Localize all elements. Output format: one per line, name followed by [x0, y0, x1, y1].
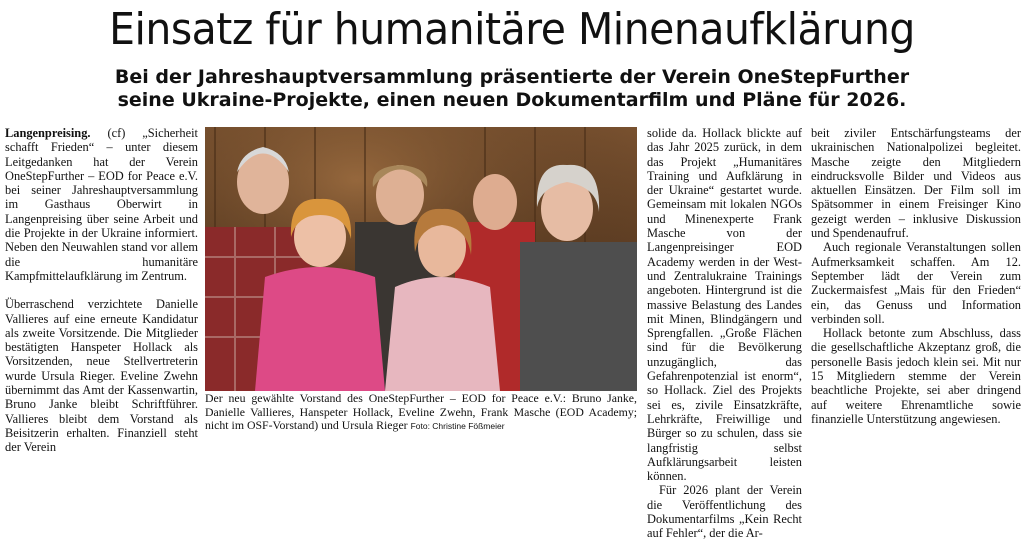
subheadline [0, 66, 1024, 112]
paragraph: Für 2026 plant der Verein die Veröffentlichung des Dokumentarfilms „Kein Recht auf Fehler“, der die Ar- [647, 483, 802, 541]
paragraph [5, 126, 198, 283]
article-column-2 [647, 126, 802, 541]
article-column-3 [811, 126, 1021, 426]
paragraph: beit ziviler Entschärfungsteams der ukrainischen Nationalpolizei begleitet. Masche zeigte den Mitgliedern eindrucksvolle Bilder und Videos aus aktuellen Einsätzen. Der Film soll im Spätsommer in einem Freisinger Kino gezeigt werden – inklusive Diskussion und Spendenaufruf. [811, 126, 1021, 241]
subheadline-line-2: seine Ukraine-Projekte, einen neuen Dokumentarfilm und Pläne für 2026. [117, 89, 907, 111]
dateline: Langenpreising. [5, 126, 91, 140]
caption-text: Der neu gewählte Vorstand des OneStepFurther – EOD for Peace e.V.: Bruno Janke, Danielle Vallieres, Hanspeter Hollack, Eveline Zwehn, Frank Masche (EOD Academy; nicht im OSF-Vorstand) und Ursula Rieger [205, 391, 637, 432]
paragraph: solide da. Hollack blickte auf das Jahr 2025 zurück, in dem das Projekt „Humanitäres Training und Aufklärung in der Ukraine“ gestartet wurde. Gemeinsam mit lokalen NGOs und Minenexperte Frank Masche von der Langenpreisinger EOD Academy werden in der West- und Zentralukraine Trainings angeboten. Hintergrund ist die massive Belastung des Landes mit Minen, Blindgängern und Sprengfallen. „Große Flächen sind für die Bevölkerung unzugänglich, das Gefahrenpotenzial ist enorm“, so Hollack. Ziel des Projekts sei es, zivile Einsatzkräfte, Lehrkräfte, Freiwillige und Bürger so zu schulen, dass sie langfristig selbst Aufklärungsarbeit leisten können. [647, 126, 802, 484]
group-photo-illustration [205, 127, 637, 391]
group-photo [205, 127, 637, 391]
photo-caption [205, 392, 637, 434]
paragraph: Auch regionale Veranstaltungen sollen Aufmerksamkeit schaffen. Am 12. September lädt der Verein zum Zuckermaisfest „Mais für den Frieden“ ein, das Genuss und Information verbinden soll. [811, 240, 1021, 326]
photo-credit: Foto: Christine Fößmeier [410, 421, 505, 431]
paragraph: Hollack betonte zum Abschluss, dass die gesellschaftliche Akzeptanz groß, die personelle Basis jedoch klein sei. Mit nur 15 Mitgliedern stemme der Verein beachtliche Projekte, sei aber dringend auf weitere Ehrenamtliche sowie finanzielle Unterstützung angewiesen. [811, 326, 1021, 426]
headline: Einsatz für humanitäre Minenaufklärung [109, 4, 915, 55]
paragraph-text: (cf) „Sicherheit schafft Frieden“ – unter diesem Leitgedanken hat der Verein OneStepFurther – EOD for Peace e.V. bei seiner Jahreshauptversammlung im Gasthaus Oberwirt in Langenpreising über seine Arbeit und die Projekte in der Ukraine informiert. Neben den Neuwahlen stand vor allem die humanitäre Kampfmittelaufklärung im Zentrum. [5, 126, 198, 283]
paragraph: Überraschend verzichtete Danielle Vallieres auf eine erneute Kandidatur als zweite Vorsitzende. Die Mitglieder bestätigten Hanspeter Hollack als Vorsitzenden, neue Stellvertreterin wurde Ursula Rieger. Eveline Zwehn übernimmt das Amt der Kassenwartin, Bruno Janke bleibt Schriftführer. Vallieres bleibt dem Vorstand als Beisitzerin erhalten. Finanziell steht der Verein [5, 297, 198, 455]
subheadline-line-1: Bei der Jahreshauptversammlung präsentierte der Verein OneStepFurther [114, 66, 910, 88]
article-column-1 [5, 126, 198, 455]
